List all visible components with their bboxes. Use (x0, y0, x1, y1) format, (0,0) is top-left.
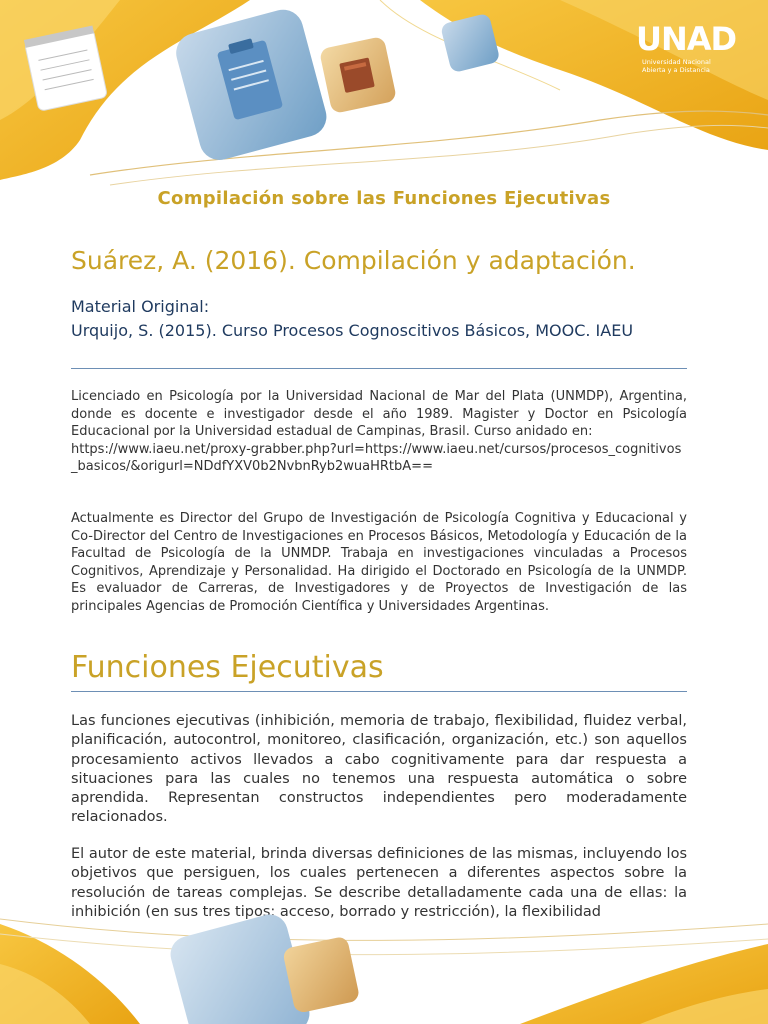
original-material-label: Material Original: (71, 297, 210, 316)
document-title: Compilación sobre las Funciones Ejecutivas (157, 188, 611, 209)
footer-artwork-svg (0, 904, 768, 1024)
footer-artwork (0, 904, 768, 1024)
author-role-paragraph: Actualmente es Director del Grupo de Investigación de Psicología Cognitiva y Educacional y Co-Director del Centro de Investigaciones en Procesos Básicos, Metodología y Educación de la Facultad de Psicología de la UNMDP. Trabaja en investigaciones vinculadas a Procesos Cognitivos, Aprendizaje y Personalidad. Ha dirigido el Doctorado en Psicología de la UNMDP. Es evaluador de Carreras, de Investigadores y de Proyectos de Investigación de las principales Agencias de Promoción Científica y Universidades Argentinas. (71, 511, 687, 614)
original-material-reference: Urquijo, S. (2015). Curso Procesos Cognoscitivos Básicos, MOOC. IAEU (71, 321, 634, 340)
section-paragraph: El autor de este material, brinda diversas definiciones de las mismas, incluyendo los objetivos que persiguen, los cuales pertenecen a diferentes aspectos sobre la resolución de tareas complejas. Se describe detalladamente cada una de ellas: la inhibición (en sus tres tipos: acceso, borrado y restricción), la flexibilidad (71, 846, 687, 920)
section-paragraph: Las funciones ejecutivas (inhibición, memoria de trabajo, flexibilidad, fluidez verbal, planificación, autocontrol, monitoreo, clasificación, organización, etc.) son aquellos procesamiento activos llevados a cabo cognitivamente para dar respuesta a situaciones para las cuales no tenemos una respuesta automática o sobre aprendida. Representan constructos independientes pero moderadamente relacionados. (71, 713, 687, 826)
unad-logo (636, 6, 737, 86)
section-divider (71, 368, 687, 369)
section-divider (71, 691, 687, 692)
logo-subtitle (642, 58, 726, 74)
author-bio-paragraph (71, 388, 687, 476)
citation-heading: Suárez, A. (2016). Compilación y adaptación. (71, 246, 636, 275)
section-heading: Funciones Ejecutivas (71, 650, 384, 685)
course-url-link[interactable]: https://www.iaeu.net/proxy-grabber.php?url=https://www.iaeu.net/cursos/procesos_cognitivos_basicos/&origurl=NDdfYXV0b2NvbnRyb2wuaHRtbA== (71, 441, 682, 474)
logo-wordmark: UNAD (636, 20, 737, 58)
logo-subtitle-line: Universidad Nacional (642, 58, 711, 66)
author-bio-text: Licenciado en Psicología por la Universidad Nacional de Mar del Plata (UNMDP), Argentina, donde es docente e investigador desde el año 1989. Magister y Doctor en Psicología Educacional por la Universidad estadual de Campinas, Brasil. Curso anidado en: (71, 389, 687, 439)
logo-subtitle-line: Abierta y a Distancia (642, 66, 710, 74)
